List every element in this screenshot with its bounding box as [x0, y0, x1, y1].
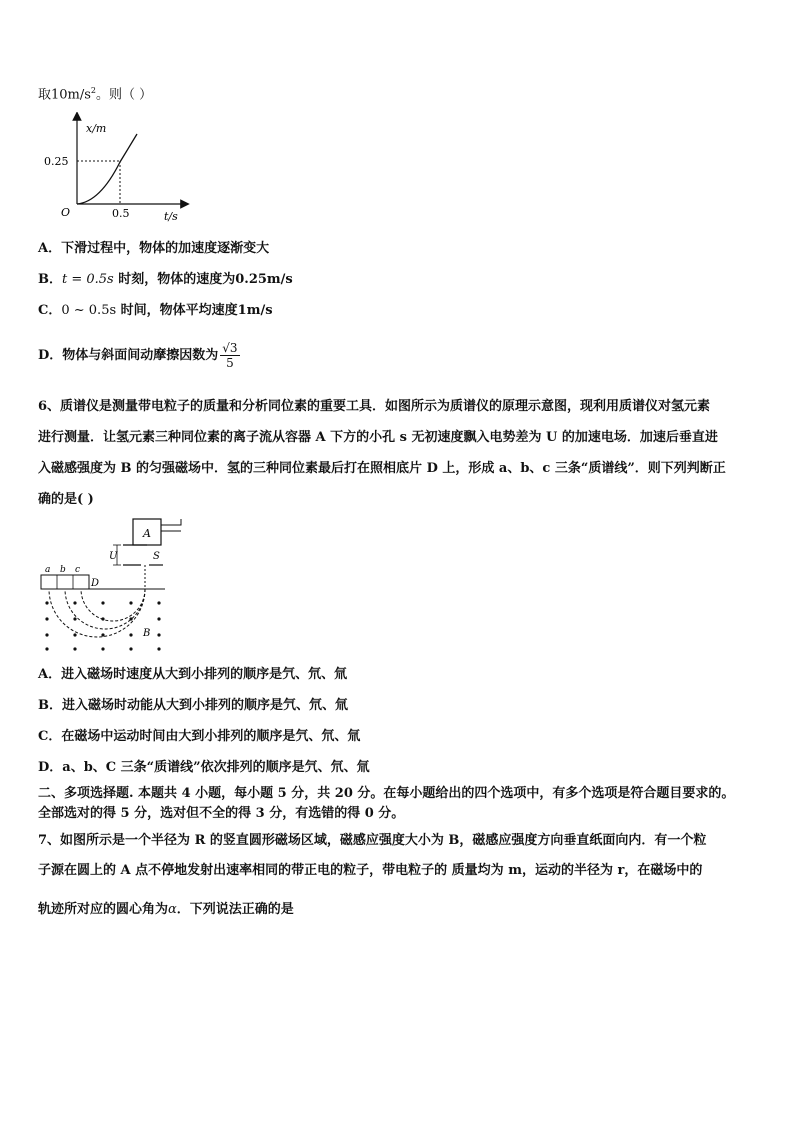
line-a-label: a	[45, 565, 51, 575]
photo-plate-d	[41, 575, 89, 589]
q5-option-d-fraction	[220, 341, 239, 370]
q5-option-d	[38, 341, 240, 370]
trajectory-c	[81, 589, 145, 621]
q6-mass-spectrometer-diagram	[35, 515, 195, 655]
line-c-label: c	[75, 565, 81, 575]
q5-xt-graph	[40, 112, 190, 227]
container-a-label: A	[143, 527, 151, 540]
fraction-numerator: √3	[222, 341, 238, 355]
q5-option-b-formula: t = 0.5s	[62, 272, 114, 287]
x-tick-label: 0.5	[112, 207, 130, 220]
fraction-denominator: 5	[226, 356, 234, 370]
voltage-label: U	[109, 551, 118, 562]
q6-option-d: D．a、b、C 三条“质谱线”依次排列的顺序是氕、氘、氚	[38, 760, 370, 775]
plate-d-label: D	[91, 578, 100, 589]
q5-option-b-text: 时刻，物体的速度为0.25m/s	[118, 272, 293, 287]
field-b-label: B	[143, 628, 151, 639]
q5-option-c-text: 时间，物体平均速度1m/s	[120, 303, 273, 318]
q5-option-d-text: D．物体与斜面间动摩擦因数为	[38, 348, 219, 363]
y-tick-label: 0.25	[44, 155, 69, 168]
section-2-line-2: 全部选对的得 5 分，选对但不全的得 3 分，有选错的得 0 分。	[38, 806, 405, 821]
q7-stem-line-1: 7、如图所示是一个半径为 R 的竖直圆形磁场区域，磁感应强度大小为 B，磁感应强度方向垂直纸面向内．有一个粒	[38, 833, 707, 848]
q5-stem-text: 取10m/s	[38, 87, 91, 103]
trajectory-a	[49, 589, 145, 637]
inlet-tube	[161, 519, 181, 531]
q5-option-b-prefix: B．	[38, 272, 62, 287]
q6-option-a: A．进入磁场时速度从大到小排列的顺序是氕、氘、氚	[38, 667, 348, 682]
trajectory-b	[65, 589, 145, 629]
line-b-label: b	[60, 565, 66, 575]
q5-option-c-formula: 0 ~ 0.5s	[61, 303, 117, 318]
y-axis-label: x/m	[86, 122, 107, 135]
q6-stem-line-2: 进行测量．让氢元素三种同位素的离子流从容器 A 下方的小孔 s 无初速度飘入电势差为 U 的加速电场．加速后垂直进	[38, 430, 718, 445]
q6-option-b: B．进入磁场时动能从大到小排列的顺序是氕、氘、氚	[38, 698, 348, 713]
q5-stem-tail	[38, 82, 152, 104]
xt-curve	[77, 134, 137, 204]
q5-option-a: A．下滑过程中，物体的加速度逐渐变大	[38, 241, 270, 256]
section-2-line-1: 二、多项选择题. 本题共 4 小题，每小题 5 分，共 20 分。在每小题给出的四个选项中，有多个选项是符合题目要求的。	[38, 786, 735, 801]
q6-stem-line-1: 6、质谱仪是测量带电粒子的质量和分析同位素的重要工具．如图所示为质谱仪的原理示意图，现利用质谱仪对氢元素	[38, 399, 711, 414]
slit-label: S	[153, 551, 160, 562]
q5-option-b	[38, 271, 293, 289]
magnetic-field-dots	[45, 601, 160, 650]
alpha-symbol: α	[168, 902, 177, 917]
q5-stem-end: 。则（ ）	[96, 87, 153, 103]
q6-option-c: C．在磁场中运动时间由大到小排列的顺序是氕、氘、氚	[38, 729, 361, 744]
q7-stem-line-3	[38, 901, 294, 919]
q7-stem-line-2: 子源在圆上的 A 点不停地发射出速率相同的带正电的粒子，带电粒子的 质量均为 m，运动的半径为 r，在磁场中的	[38, 863, 703, 878]
x-axis-label: t/s	[164, 210, 178, 223]
q6-stem-line-3: 入磁感强度为 B 的匀强磁场中．氢的三种同位素最后打在照相底片 D 上，形成 a、b、c 三条“质谱线”．则下列判断正	[38, 461, 726, 476]
q5-option-c-prefix: C．	[38, 303, 62, 318]
q5-option-c	[38, 302, 273, 320]
q7-stem-line-3-pre: 轨迹所对应的圆心角为	[38, 902, 169, 917]
q7-stem-line-3-post: ．下列说法正确的是	[176, 902, 294, 917]
q6-stem-line-4: 确的是( )	[38, 492, 94, 507]
origin-label: O	[61, 206, 71, 219]
q5-stem-sup: 2	[90, 86, 97, 95]
